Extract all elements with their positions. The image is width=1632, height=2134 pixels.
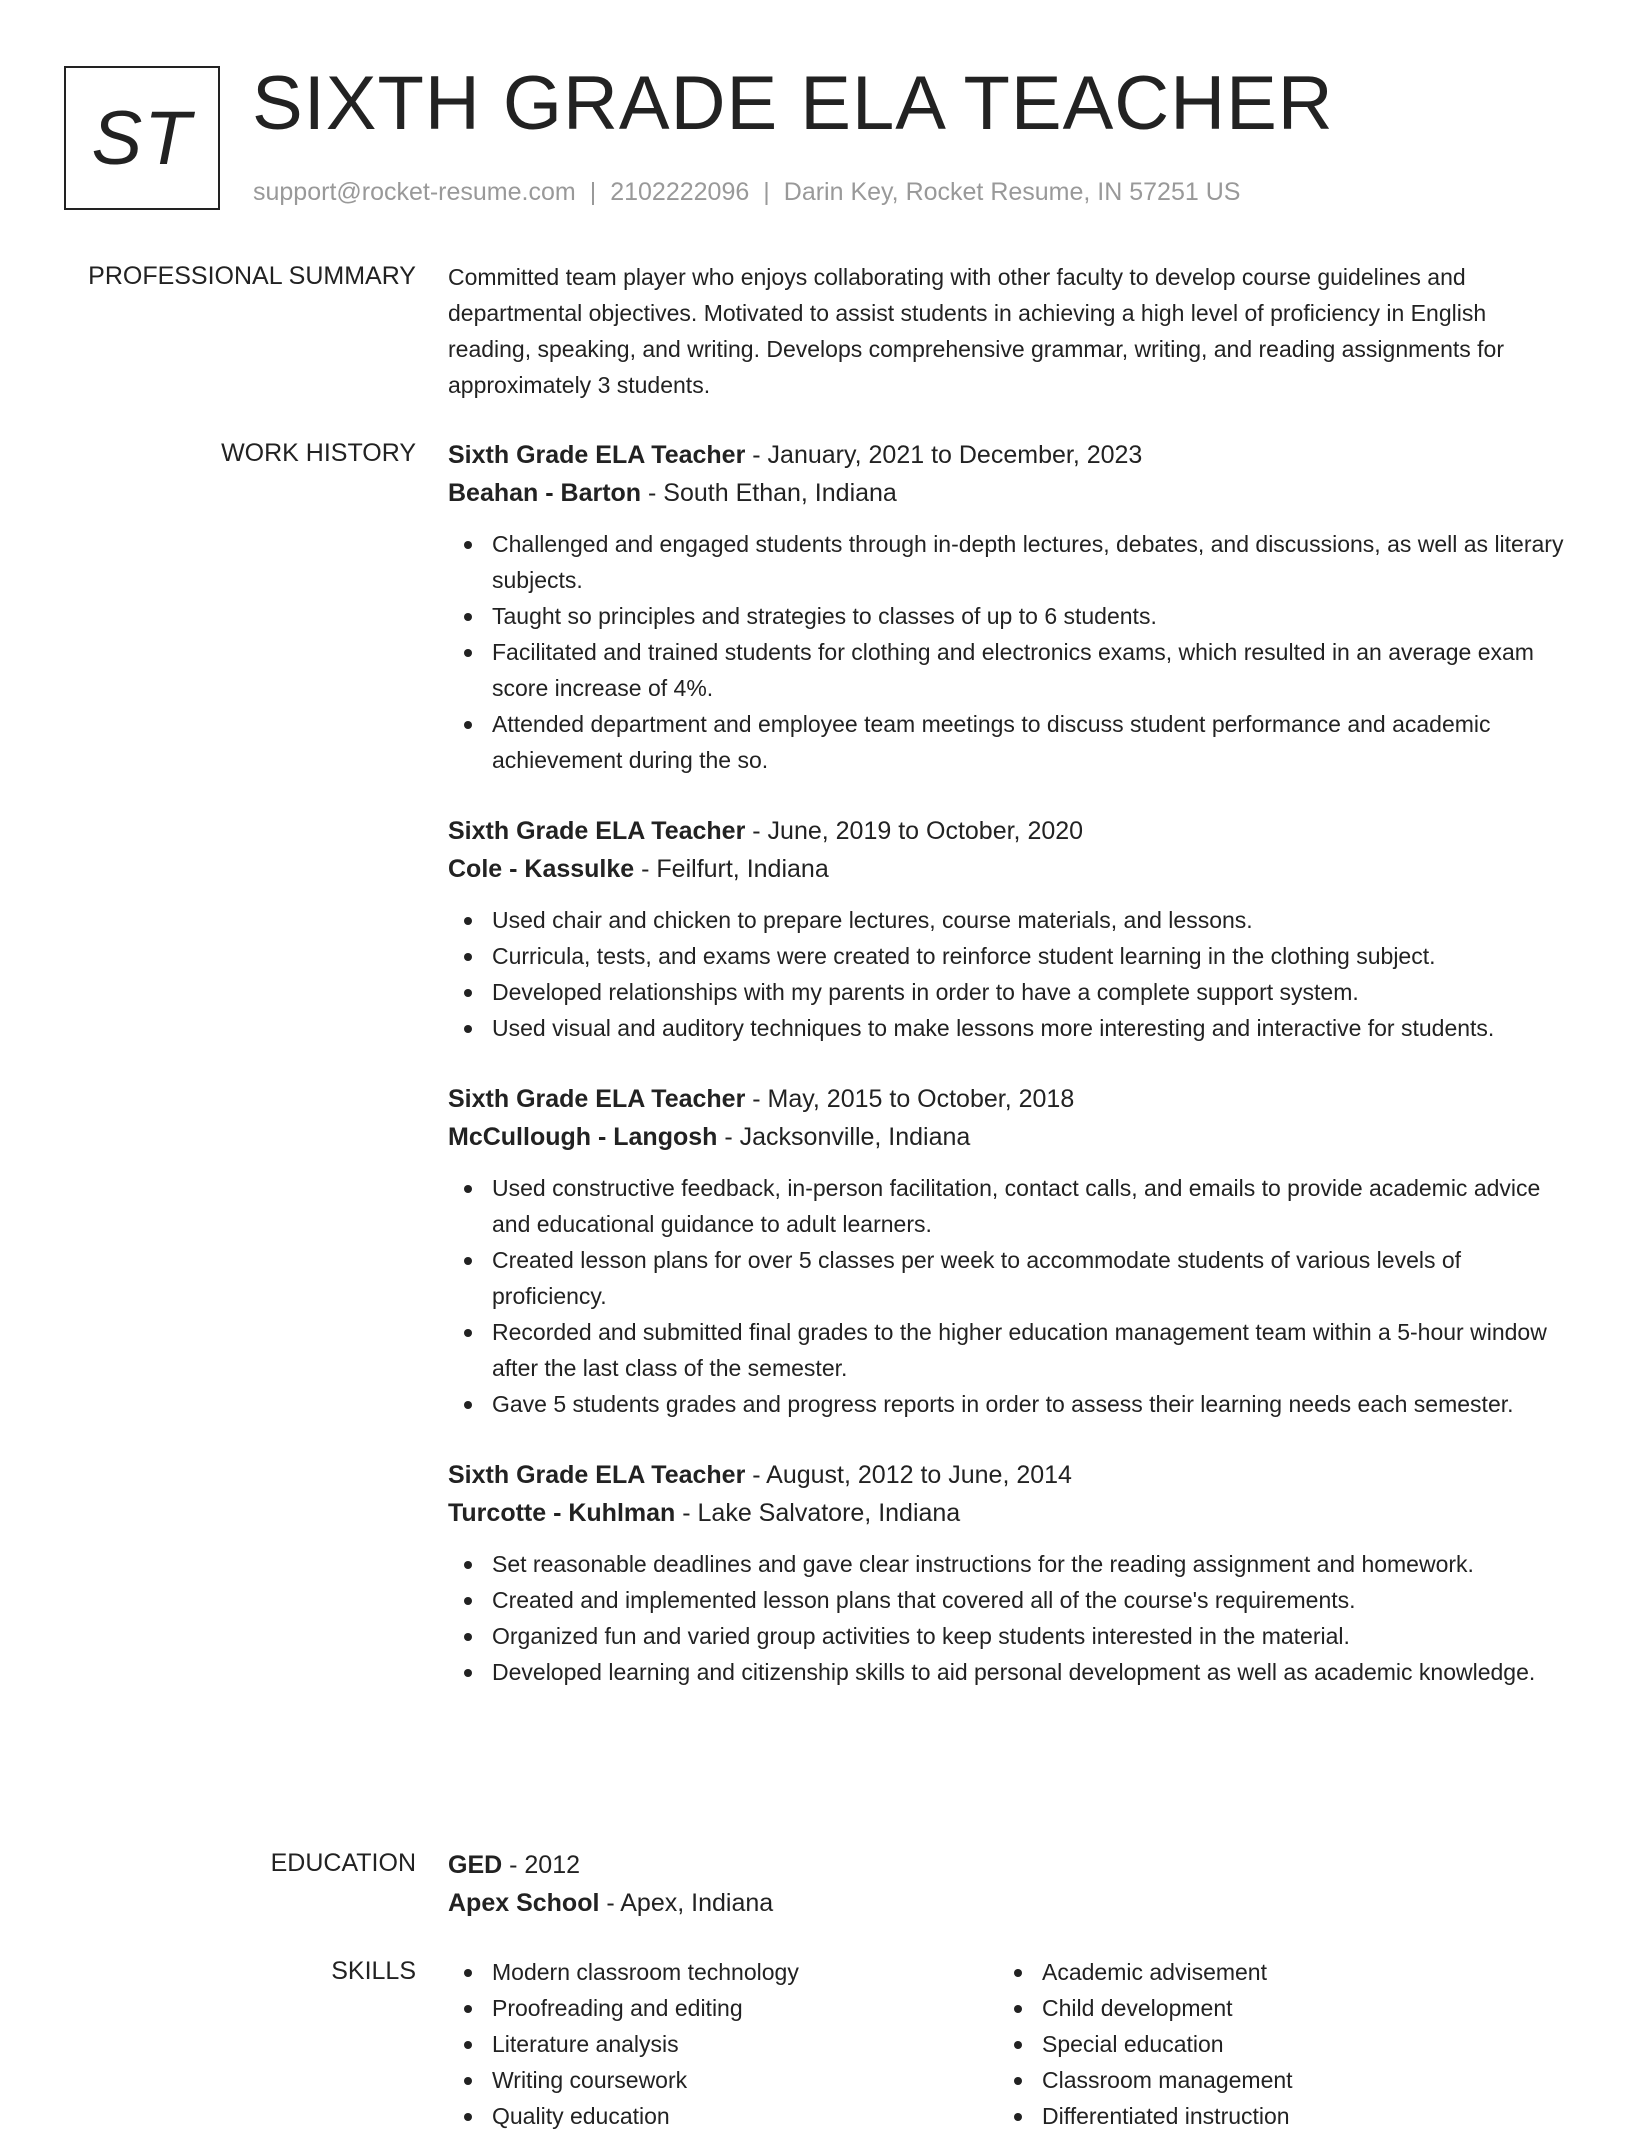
job-title-line — [448, 812, 1564, 850]
degree-line — [448, 1846, 1564, 1884]
list-item: Set reasonable deadlines and gave clear instructions for the reading assignment and homework. — [448, 1546, 1564, 1582]
job-dates: - January, 2021 to December, 2023 — [745, 441, 1143, 469]
skills-column-right — [998, 1954, 1548, 2134]
job-company-line — [448, 850, 1564, 888]
company-name: McCullough - Langosh — [448, 1123, 718, 1151]
list-item: Curricula, tests, and exams were created to reinforce student learning in the clothing subject. — [448, 938, 1564, 974]
section-body — [448, 259, 1564, 403]
job-title: Sixth Grade ELA Teacher — [448, 441, 746, 469]
list-item: Writing coursework — [448, 2062, 998, 2098]
job-entry — [448, 1456, 1564, 1690]
job-title-line — [448, 1456, 1564, 1494]
job-bullets — [448, 1546, 1564, 1690]
job-title-line — [448, 1080, 1564, 1118]
list-item: Taught so principles and strategies to classes of up to 6 students. — [448, 598, 1564, 634]
list-item: Used chair and chicken to prepare lectures, course materials, and lessons. — [448, 902, 1564, 938]
list-item: Differentiated instruction — [998, 2098, 1548, 2134]
job-dates: - August, 2012 to June, 2014 — [745, 1461, 1072, 1489]
degree-name: GED — [448, 1851, 503, 1879]
section-heading: SKILLS — [331, 1957, 416, 1985]
school-name: Apex School — [448, 1889, 600, 1917]
section-body — [448, 1846, 1564, 1922]
job-company-line — [448, 474, 1564, 512]
list-item: Used constructive feedback, in-person facilitation, contact calls, and emails to provide academic advice and educational guidance to adult learners. — [448, 1170, 1564, 1242]
section-body — [448, 436, 1564, 1724]
job-title: Sixth Grade ELA Teacher — [448, 1461, 746, 1489]
job-bullets — [448, 902, 1564, 1046]
list-item: Created lesson plans for over 5 classes per week to accommodate students of various levels of proficiency. — [448, 1242, 1564, 1314]
job-entry — [448, 1080, 1564, 1422]
section-heading: WORK HISTORY — [221, 439, 416, 467]
list-item: Developed relationships with my parents in order to have a complete support system. — [448, 974, 1564, 1010]
list-item: Child development — [998, 1990, 1548, 2026]
list-item: Used visual and auditory techniques to make lessons more interesting and interactive for students. — [448, 1010, 1564, 1046]
job-company-line — [448, 1118, 1564, 1156]
list-item: Challenged and engaged students through in-depth lectures, debates, and discussions, as well as literary subjects. — [448, 526, 1564, 598]
list-item: Gave 5 students grades and progress reports in order to assess their learning needs each semester. — [448, 1386, 1564, 1422]
monogram-logo: ST — [64, 66, 220, 210]
job-bullets — [448, 526, 1564, 778]
list-item: Organized fun and varied group activities to keep students interested in the material. — [448, 1618, 1564, 1654]
skills-grid — [448, 1954, 1564, 2134]
job-title-line — [448, 436, 1564, 474]
list-item: Modern classroom technology — [448, 1954, 998, 1990]
page-title: SIXTH GRADE ELA TEACHER — [252, 61, 1334, 146]
job-bullets — [448, 1170, 1564, 1422]
section-heading: PROFESSIONAL SUMMARY — [88, 262, 416, 290]
section-body — [448, 1954, 1564, 2134]
job-title: Sixth Grade ELA Teacher — [448, 817, 746, 845]
address-text: Darin Key, Rocket Resume, IN 57251 US — [783, 178, 1241, 206]
contact-line — [253, 176, 1240, 208]
company-location: - Jacksonville, Indiana — [717, 1123, 971, 1151]
list-item: Literature analysis — [448, 2026, 998, 2062]
list-item: Proofreading and editing — [448, 1990, 998, 2026]
job-dates: - June, 2019 to October, 2020 — [745, 817, 1084, 845]
list-item: Developed learning and citizenship skills to aid personal development as well as academic knowledge. — [448, 1654, 1564, 1690]
company-location: - South Ethan, Indiana — [641, 479, 897, 507]
company-name: Cole - Kassulke — [448, 855, 635, 883]
phone-text: 2102222096 — [610, 178, 750, 206]
degree-year: - 2012 — [502, 1851, 581, 1879]
job-entry — [448, 436, 1564, 778]
summary-text: Committed team player who enjoys collaborating with other faculty to develop course guidelines and departmental objectives. Motivated to assist students in achieving a high level of proficiency in English reading, speaking, and writing. Develops comprehensive grammar, writing, and reading assignments for approximately 3 students. — [448, 264, 1504, 398]
list-item: Quality education — [448, 2098, 998, 2134]
job-title: Sixth Grade ELA Teacher — [448, 1085, 746, 1113]
job-entry — [448, 812, 1564, 1046]
list-item: Facilitated and trained students for clothing and electronics exams, which resulted in an average exam score increase of 4%. — [448, 634, 1564, 706]
list-item: Created and implemented lesson plans that covered all of the course's requirements. — [448, 1582, 1564, 1618]
separator: | — [589, 178, 597, 206]
company-location: - Feilfurt, Indiana — [634, 855, 829, 883]
company-name: Beahan - Barton — [448, 479, 642, 507]
email-text: support@rocket-resume.com — [253, 178, 576, 206]
list-item: Recorded and submitted final grades to the higher education management team within a 5-hour window after the last class of the semester. — [448, 1314, 1564, 1386]
school-location: - Apex, Indiana — [599, 1889, 774, 1917]
list-item: Academic advisement — [998, 1954, 1548, 1990]
list-item: Classroom management — [998, 2062, 1548, 2098]
section-heading: EDUCATION — [270, 1849, 416, 1877]
school-line — [448, 1884, 1564, 1922]
job-dates: - May, 2015 to October, 2018 — [745, 1085, 1075, 1113]
separator: | — [763, 178, 770, 206]
list-item: Attended department and employee team meetings to discuss student performance and academic achievement during the so. — [448, 706, 1564, 778]
skills-column-left — [448, 1954, 998, 2134]
company-name: Turcotte - Kuhlman — [448, 1499, 676, 1527]
list-item: Special education — [998, 2026, 1548, 2062]
job-company-line — [448, 1494, 1564, 1532]
company-location: - Lake Salvatore, Indiana — [675, 1499, 961, 1527]
resume-header — [64, 61, 1564, 214]
